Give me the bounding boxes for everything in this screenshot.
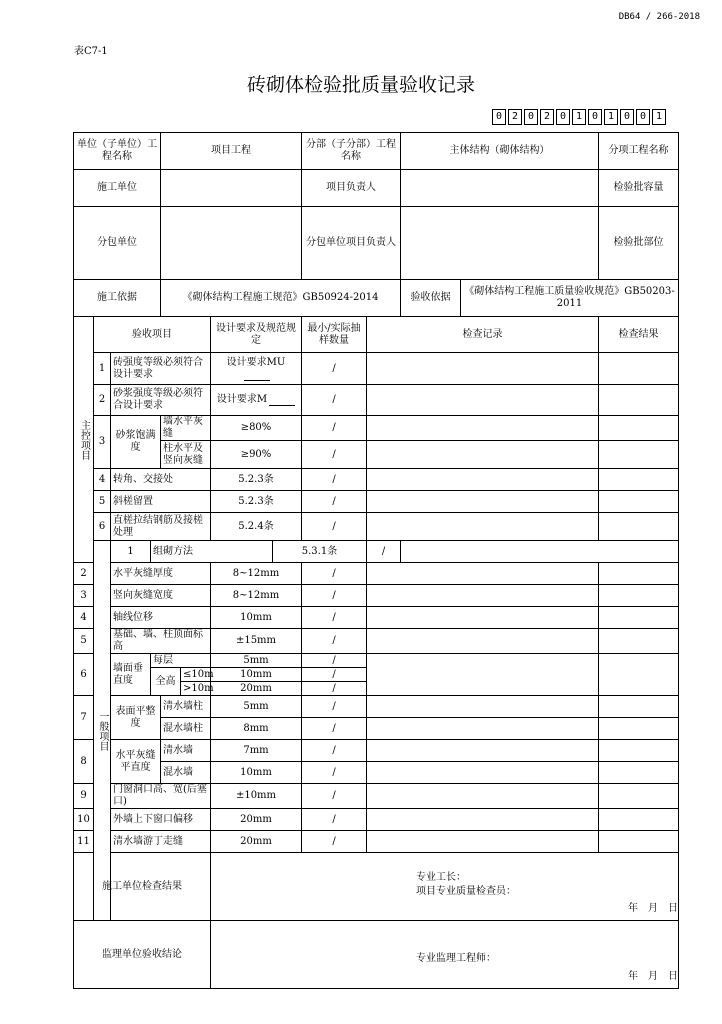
item-name: 直槎拉结钢筋及接槎处理 — [111, 513, 211, 541]
sample-count[interactable]: / — [302, 696, 367, 718]
item-name: 轴线位移 — [111, 607, 211, 629]
check-result[interactable] — [599, 416, 679, 441]
item-name: 砖强度等级必须符合设计要求 — [111, 353, 211, 385]
sample-count[interactable]: / — [302, 629, 367, 654]
row-number: 3 — [74, 585, 94, 607]
design-requirement: ≥80% — [211, 416, 302, 441]
item-name: 砂浆强度等级必须符合设计要求 — [111, 385, 211, 416]
design-requirement: 20mm — [211, 809, 302, 831]
design-requirement: 5mm — [211, 654, 302, 668]
item-name: 水平灰缝平直度 — [111, 740, 161, 784]
check-record[interactable] — [367, 696, 599, 718]
sample-count[interactable]: / — [302, 385, 367, 416]
supervising-engineer-label: 专业监理工程师： — [416, 953, 496, 964]
date-label: 年 月 日 — [628, 971, 678, 982]
col-record-header: 检查记录 — [367, 317, 599, 353]
sub-item-name: 清水墙柱 — [161, 696, 211, 718]
row-number: 1 — [111, 541, 151, 563]
check-record[interactable] — [367, 762, 599, 784]
code-digit: 0 — [556, 109, 570, 125]
check-result[interactable] — [599, 585, 679, 607]
check-record[interactable] — [367, 740, 599, 762]
item-name: 砂浆饱满度 — [111, 416, 161, 469]
design-requirement: 20mm — [211, 682, 302, 696]
sample-count[interactable]: / — [302, 563, 367, 585]
sample-count[interactable]: / — [302, 441, 367, 469]
code-digit: 0 — [636, 109, 650, 125]
check-record[interactable] — [367, 385, 599, 416]
check-record[interactable] — [367, 513, 599, 541]
check-result[interactable] — [599, 718, 679, 740]
sample-count[interactable]: / — [302, 668, 367, 682]
check-result[interactable] — [599, 385, 679, 416]
height-range: >10m — [181, 682, 211, 696]
form-number: 表C7-1 — [74, 46, 108, 57]
quality-inspector-label: 项目专业质量检查员： — [416, 886, 516, 897]
design-requirement: 20mm — [211, 831, 302, 853]
design-requirement: 10mm — [211, 607, 302, 629]
row-number: 2 — [94, 385, 111, 416]
code-digit: 2 — [540, 109, 554, 125]
builder-check-label: 施工单位检查结果 — [74, 853, 211, 921]
design-requirement: 5.2.3条 — [211, 491, 302, 513]
subcontractor-label: 分包单位 — [74, 207, 161, 280]
sample-count[interactable]: / — [302, 491, 367, 513]
general-items-label: 一般项目 — [94, 541, 111, 921]
design-requirement: 10mm — [211, 668, 302, 682]
item-name: 转角、交接处 — [111, 469, 211, 491]
check-record[interactable] — [401, 541, 679, 563]
sub-pm-label: 分包单位项目负责人 — [302, 207, 401, 280]
subdivision-value[interactable]: 主体结构（砌体结构） — [401, 133, 599, 170]
check-record[interactable] — [367, 563, 599, 585]
check-record[interactable] — [367, 629, 599, 654]
item-name: 墙面垂直度 — [111, 654, 151, 696]
supervisor-conclusion-label: 监理单位验收结论 — [74, 921, 211, 989]
design-requirement: 10mm — [211, 762, 302, 784]
batch-capacity-label: 检验批容量 — [599, 170, 679, 207]
item-name: 斜槎留置 — [111, 491, 211, 513]
code-digit: 1 — [652, 109, 666, 125]
check-record[interactable] — [367, 469, 599, 491]
sample-count[interactable]: / — [302, 762, 367, 784]
check-record[interactable] — [367, 718, 599, 740]
sample-count[interactable]: / — [302, 784, 367, 809]
subdivision-label: 分部（子分部）工程名称 — [302, 133, 401, 170]
col-item-header: 验收项目 — [94, 317, 211, 353]
item-name: 外墙上下窗口偏移 — [111, 809, 211, 831]
row-number: 7 — [74, 696, 94, 740]
code-digit: 0 — [524, 109, 538, 125]
main-items-label: 主控项目 — [74, 317, 94, 563]
check-record[interactable] — [367, 353, 599, 385]
item-name: 门窗洞口高、宽(后塞口) — [111, 784, 211, 809]
sample-count[interactable]: / — [302, 831, 367, 853]
sample-count[interactable]: / — [302, 682, 367, 696]
design-requirement: 8mm — [211, 718, 302, 740]
row-number: 6 — [94, 513, 111, 541]
design-requirement: ±10mm — [211, 784, 302, 809]
subcontractor-value[interactable] — [161, 207, 302, 280]
check-result[interactable] — [599, 513, 679, 541]
code-digit: 1 — [604, 109, 618, 125]
check-record[interactable] — [367, 654, 599, 696]
item-project-label: 分项工程名称 — [599, 133, 679, 170]
check-result[interactable] — [599, 696, 679, 718]
sample-count[interactable]: / — [302, 654, 367, 668]
sub-item-name: 每层 — [151, 654, 211, 668]
design-requirement: 8~12mm — [211, 585, 302, 607]
code-digit: 0 — [620, 109, 634, 125]
sub-item-name: 混水墙 — [161, 762, 211, 784]
design-requirement: 5mm — [211, 696, 302, 718]
project-manager-value[interactable] — [401, 170, 599, 207]
check-result[interactable] — [599, 831, 679, 853]
acceptance-basis-label: 验收依据 — [401, 280, 461, 317]
design-requirement: 8~12mm — [211, 563, 302, 585]
unit-name-label: 单位（子单位）工程名称 — [74, 133, 161, 170]
check-record[interactable] — [367, 607, 599, 629]
design-requirement: 7mm — [211, 740, 302, 762]
design-requirement — [211, 385, 302, 416]
height-range: ≤10m — [181, 668, 211, 682]
acceptance-basis-value[interactable]: 《砌体结构工程施工质量验收规范》GB50203-2011 — [461, 280, 679, 317]
check-result[interactable] — [599, 809, 679, 831]
code-digit: 1 — [572, 109, 586, 125]
design-requirement: 5.2.4条 — [211, 513, 302, 541]
sub-item-name: 混水墙柱 — [161, 718, 211, 740]
requirement-text: 设计要求MU — [226, 356, 286, 368]
row-number: 9 — [74, 784, 94, 809]
form-code — [492, 109, 666, 125]
design-requirement: ±15mm — [211, 629, 302, 654]
sample-count[interactable]: / — [302, 469, 367, 491]
check-record[interactable] — [367, 809, 599, 831]
check-result[interactable] — [599, 784, 679, 809]
row-number: 5 — [74, 629, 94, 654]
row-number: 10 — [74, 809, 94, 831]
check-result[interactable] — [599, 563, 679, 585]
standard-number: DB64 / 266-2018 — [618, 12, 700, 22]
check-result[interactable] — [599, 441, 679, 469]
check-result[interactable] — [599, 740, 679, 762]
check-result[interactable] — [599, 491, 679, 513]
design-requirement: 5.2.3条 — [211, 469, 302, 491]
sub-item-name: 全高 — [151, 668, 181, 696]
item-name: 清水墙游丁走缝 — [111, 831, 211, 853]
check-result[interactable] — [599, 629, 679, 654]
col-sample-header: 最小/实际抽样数量 — [302, 317, 367, 353]
design-requirement: ≥90% — [211, 441, 302, 469]
sample-count[interactable]: / — [302, 607, 367, 629]
code-digit: 2 — [508, 109, 522, 125]
row-number: 6 — [74, 654, 94, 696]
builder-label: 施工单位 — [74, 170, 161, 207]
col-design-header: 设计要求及规范规定 — [211, 317, 302, 353]
requirement-text: 设计要求M — [216, 394, 268, 405]
foreman-label: 专业工长： — [416, 872, 466, 883]
blank-line[interactable] — [244, 380, 270, 381]
check-result[interactable] — [599, 607, 679, 629]
sample-count[interactable]: / — [302, 353, 367, 385]
project-manager-label: 项目负责人 — [302, 170, 401, 207]
item-name: 竖向灰缝宽度 — [111, 585, 211, 607]
sub-pm-value[interactable] — [401, 207, 599, 280]
check-result[interactable] — [599, 762, 679, 784]
row-number: 4 — [94, 469, 111, 491]
design-requirement: 5.3.1条 — [273, 541, 367, 563]
check-record[interactable] — [367, 491, 599, 513]
check-result[interactable] — [599, 353, 679, 385]
sub-item-name: 清水墙 — [161, 740, 211, 762]
row-number: 5 — [94, 491, 111, 513]
check-record[interactable] — [367, 784, 599, 809]
builder-check-area[interactable] — [211, 853, 679, 921]
check-record[interactable] — [367, 416, 599, 441]
item-name: 基础、墙、柱顶面标高 — [111, 629, 211, 654]
blank-line[interactable] — [269, 405, 295, 406]
code-digit: 0 — [492, 109, 506, 125]
sample-count[interactable]: / — [302, 513, 367, 541]
sample-count[interactable]: / — [302, 718, 367, 740]
sample-count[interactable]: / — [302, 416, 367, 441]
check-record[interactable] — [367, 585, 599, 607]
unit-name-value[interactable]: 项目工程 — [161, 133, 302, 170]
sample-count[interactable]: / — [302, 809, 367, 831]
row-number: 1 — [94, 353, 111, 385]
inspection-table — [73, 132, 679, 989]
item-name: 表面平整度 — [111, 696, 161, 740]
page-title: 砖砌体检验批质量验收记录 — [246, 74, 475, 96]
check-record[interactable] — [367, 441, 599, 469]
item-name: 组砌方法 — [151, 541, 273, 563]
check-result[interactable] — [599, 654, 679, 696]
sample-count[interactable]: / — [302, 585, 367, 607]
check-result[interactable] — [599, 469, 679, 491]
sub-item-name: 墙水平灰缝 — [161, 416, 211, 441]
batch-part-label: 检验批部位 — [599, 207, 679, 280]
construction-basis-value[interactable]: 《砌体结构工程施工规范》GB50924-2014 — [161, 280, 401, 317]
supervisor-conclusion-area[interactable] — [211, 921, 679, 989]
code-digit: 0 — [588, 109, 602, 125]
row-number: 11 — [74, 831, 94, 853]
item-name: 水平灰缝厚度 — [111, 563, 211, 585]
date-label: 年 月 日 — [628, 903, 678, 914]
col-result-header: 检查结果 — [599, 317, 679, 353]
row-number: 2 — [74, 563, 94, 585]
sample-count[interactable]: / — [302, 740, 367, 762]
construction-basis-label: 施工依据 — [74, 280, 161, 317]
sub-item-name: 柱水平及竖向灰缝 — [161, 441, 211, 469]
row-number: 8 — [74, 740, 94, 784]
check-record[interactable] — [367, 831, 599, 853]
builder-value[interactable] — [161, 170, 302, 207]
row-number: 3 — [94, 416, 111, 469]
sample-count[interactable]: / — [367, 541, 401, 563]
design-requirement — [211, 353, 302, 385]
row-number: 4 — [74, 607, 94, 629]
